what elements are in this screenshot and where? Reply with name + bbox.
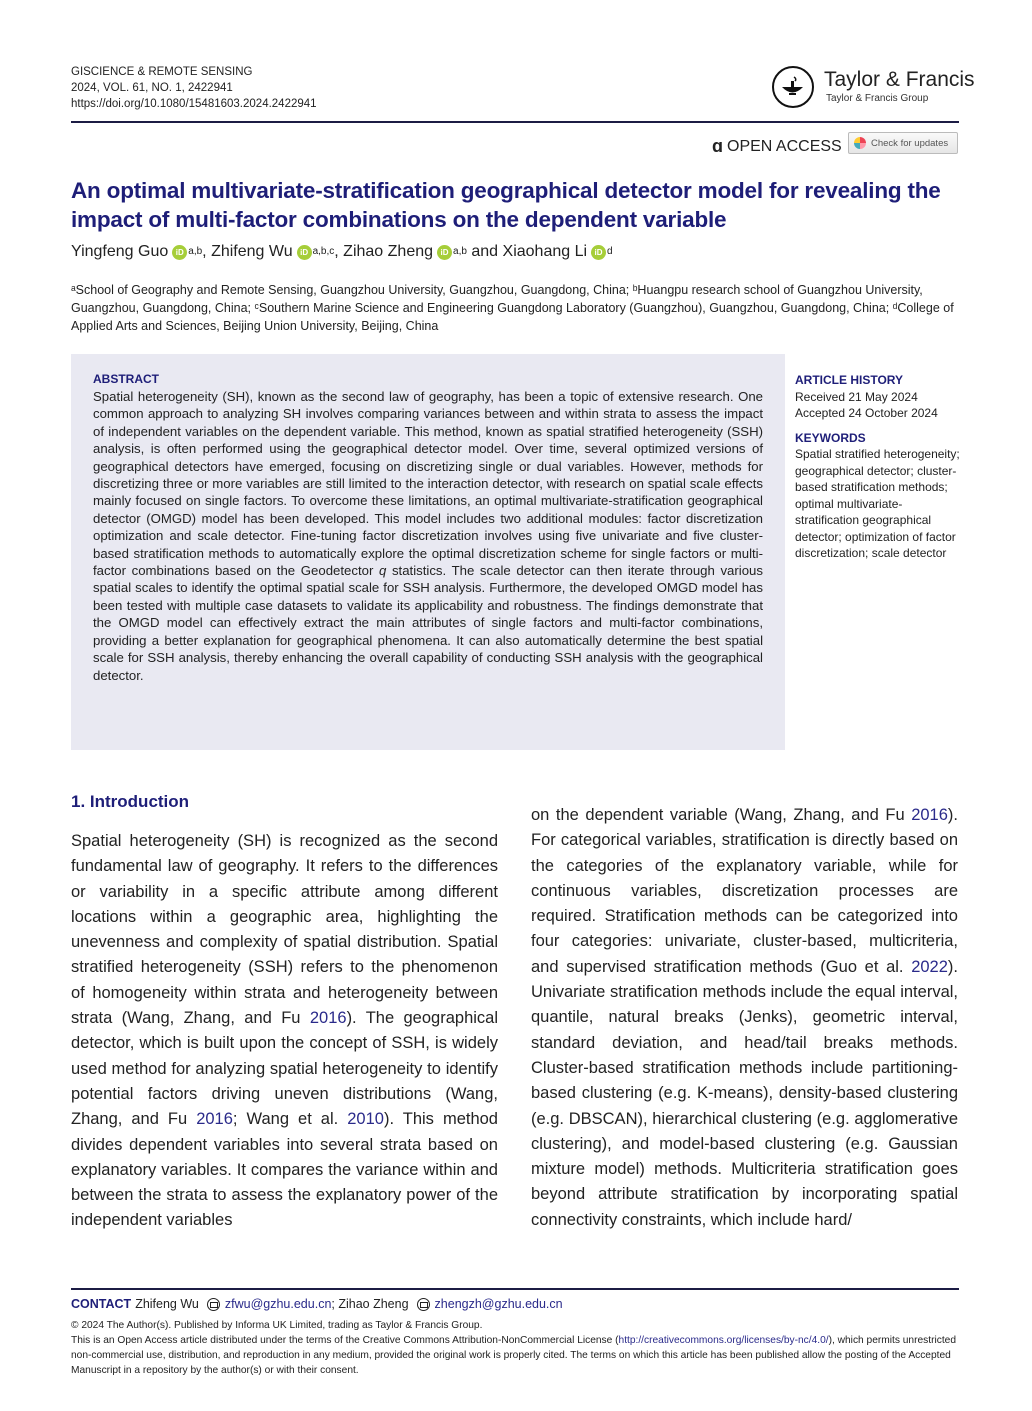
citation-link[interactable]: 2016 (911, 806, 948, 824)
article-sidebar (795, 372, 965, 562)
contact-separator: ; Zihao Zheng (331, 1297, 409, 1311)
crossmark-icon (854, 137, 866, 149)
accepted-date: Accepted 24 October 2024 (795, 406, 938, 420)
license-link[interactable]: http://creativecommons.org/licenses/by-nc/4.0/ (618, 1335, 829, 1346)
orcid-icon[interactable]: iD (437, 245, 452, 260)
citation-link[interactable]: 2016 (309, 1009, 347, 1028)
contact-person: Zhifeng Wu (135, 1297, 199, 1311)
orcid-icon[interactable]: iD (591, 245, 606, 260)
abstract-box (71, 354, 785, 750)
citation-link[interactable]: 2022 (911, 957, 948, 976)
citation-link[interactable]: 2010 (347, 1110, 384, 1129)
email-icon (417, 1298, 430, 1311)
author-separator: , (202, 243, 212, 260)
abstract-text: Spatial heterogeneity (SH), known as the second law of geography, has been a topic of extensive research. One common approach to analyzing SH involves comparing variances between and within strata to assess the impact of independent variables on the dependent variable. This method, known as spatial stratified heterogeneity (SSH) analysis, is often performed using the geographical detector model. Over time, several optimized versions of geographical detectors have emerged, focusing on discretizing single or dual variables. However, methods for discretizing three or more variables are still limited to the interaction detector, with research on spatial scale effects mainly focused on single factors. To overcome these limitations, an optimal multivariate-stratification geographical detector (OMGD) model has been developed. This model includes two additional modules: factor discretization optimization and scale detector. Fine-tuning factor discretization involves using five univariate and five cluster-based stratification methods to automatically explore the optimal discretization scheme for single factors or multi-factor combinations based on the Geodetector q statistics. The scale detector can then iterate through various spatial scales to identify the optimal spatial scale for SSH analysis. Furthermore, the developed OMGD model has been tested with multiple case datasets to validate its applicability and robustness. The findings demonstrate that the OMGD model can effectively extract the main attributes of single factors and multi-factor combinations, providing a better explanation for geographical phenomena. It can also automatically determine the best spatial scale for SSH analysis, thereby enhancing the overall capability of conducting SSH analysis with the geographical detector. (93, 389, 763, 683)
journal-name: GISCIENCE & REMOTE SENSING (71, 66, 253, 78)
publisher-group: Taylor & Francis Group (826, 93, 929, 104)
author-name: Zhifeng Wu (211, 243, 293, 260)
open-lock-icon: ɑ (712, 136, 723, 156)
author-name: Yingfeng Guo (71, 243, 169, 260)
header-divider (71, 121, 959, 123)
contact-line (71, 1297, 563, 1311)
license-post: ), which permits unrestricted non-commercial use, distribution, and reproduction in any medium, provided the original work is properly cited. The terms on which this article has been published allow the posting of the Accepted Manuscript in a repository by the author(s) or with their consent. (71, 1335, 956, 1376)
copyright-notice (71, 1318, 961, 1378)
publisher-name: Taylor & Francis (824, 68, 975, 91)
author-separator: , (334, 243, 344, 260)
affiliations: ᵃSchool of Geography and Remote Sensing, Guangzhou University, Guangzhou, Guangdong, China; ᵇHuangpu research school of Guangzhou University, Guangzhou, Guangdong, China; ᶜSouthern Marine Science and Engineering Guangdong Laboratory (Guangzhou), Guangzhou, Guangdong, China; ᵈCollege of Applied Arts and Sciences, Beijing Union University, Beijing, China (71, 283, 954, 333)
check-for-updates-label: Check for updates (871, 137, 949, 149)
citation-link[interactable]: 2016 (196, 1110, 233, 1129)
license-text (71, 1333, 961, 1378)
check-for-updates-button[interactable] (848, 132, 958, 154)
footer-divider (71, 1288, 959, 1290)
body-column-right: on the dependent variable (Wang, Zhang, and Fu 2016). For categorical variables, stratification is directly based on the categories of the explanatory variable, while for continuous variables, discretization processes are required. Stratification methods can be categorized into four categories: univariate, cluster-based, multicriteria, and supervised stratification methods (Guo et al. 2022). Univariate stratification methods include the equal interval, quantile, natural breaks (Jenks), geometric interval, standard deviation, and head/tail breaks methods. Cluster-based stratification methods include partitioning-based clustering (e.g. K-means), density-based clustering (e.g. DBSCAN), hierarchical clustering (e.g. agglomerative clustering), and model-based clustering (e.g. Gaussian mixture model) methods. Multicriteria stratification goes beyond attribute stratification by incorporating spatial connectivity constraints, which include hard/ (531, 806, 958, 1229)
email-link[interactable]: zfwu@gzhu.edu.cn (224, 1297, 332, 1311)
email-link[interactable]: zhengzh@gzhu.edu.cn (434, 1297, 563, 1311)
doi-link[interactable]: https://doi.org/10.1080/15481603.2024.2422941 (71, 98, 317, 110)
publisher-logo (772, 66, 975, 116)
orcid-icon[interactable]: iD (297, 245, 312, 260)
email-icon (207, 1298, 220, 1311)
abstract-heading: ABSTRACT (93, 372, 159, 386)
open-access-label: OPEN ACCESS (727, 137, 842, 155)
open-access-badge (712, 136, 842, 157)
q-symbol: q (378, 563, 387, 579)
author-list: Yingfeng Guo iD a,b , Zhifeng Wu iD a,b,c , Zihao Zheng iD a,b and Xiaohang Li iD d (71, 243, 613, 260)
journal-info (71, 64, 317, 112)
keywords-text: Spatial stratified heterogeneity; geographical detector; cluster-based stratification methods; optimal multivariate-stratification geographical detector; optimization of factor discretization; scale detector (795, 447, 960, 560)
article-title: An optimal multivariate-stratification geographical detector model for revealing the impact of multi-factor combinations on the dependent variable (71, 178, 941, 232)
author-separator: and (466, 243, 503, 260)
copyright-line: © 2024 The Author(s). Published by Informa UK Limited, trading as Taylor & Francis Group. (71, 1320, 483, 1331)
license-pre: This is an Open Access article distributed under the terms of the Creative Commons Attribution-NonCommercial License ( (71, 1335, 619, 1346)
received-date: Received 21 May 2024 (795, 389, 918, 404)
keywords-heading: KEYWORDS (795, 430, 866, 445)
article-history-heading: ARTICLE HISTORY (795, 373, 904, 387)
contact-label: CONTACT (71, 1297, 132, 1311)
orcid-icon[interactable]: iD (172, 245, 187, 260)
body-column-left: Spatial heterogeneity (SH) is recognized as the second fundamental law of geography. It refers to the differences or variability in a specific attribute among different locations within a geographic area, highlighting the unevenness and complexity of spatial distribution. Spatial stratified heterogeneity (SSH) refers to the phenomenon of homogeneity within strata and heterogeneity between strata (Wang, Zhang, and Fu 2016). The geographical detector, which is built upon the concept of SSH, is widely used method for analyzing spatial heterogeneity to identify potential factors driving uneven distributions (Wang, Zhang, and Fu 2016; Wang et al. 2010). This method divides dependent variables into several strata based on explanatory variables. It compares the variance within and between the strata to assess the explanatory power of the independent variables (71, 832, 498, 1230)
author-name: Xiaohang Li (502, 243, 588, 260)
lamp-icon (772, 66, 814, 108)
author-name: Zihao Zheng (343, 243, 434, 260)
section-heading: 1. Introduction (71, 792, 190, 811)
journal-volume: 2024, VOL. 61, NO. 1, 2422941 (71, 82, 233, 94)
